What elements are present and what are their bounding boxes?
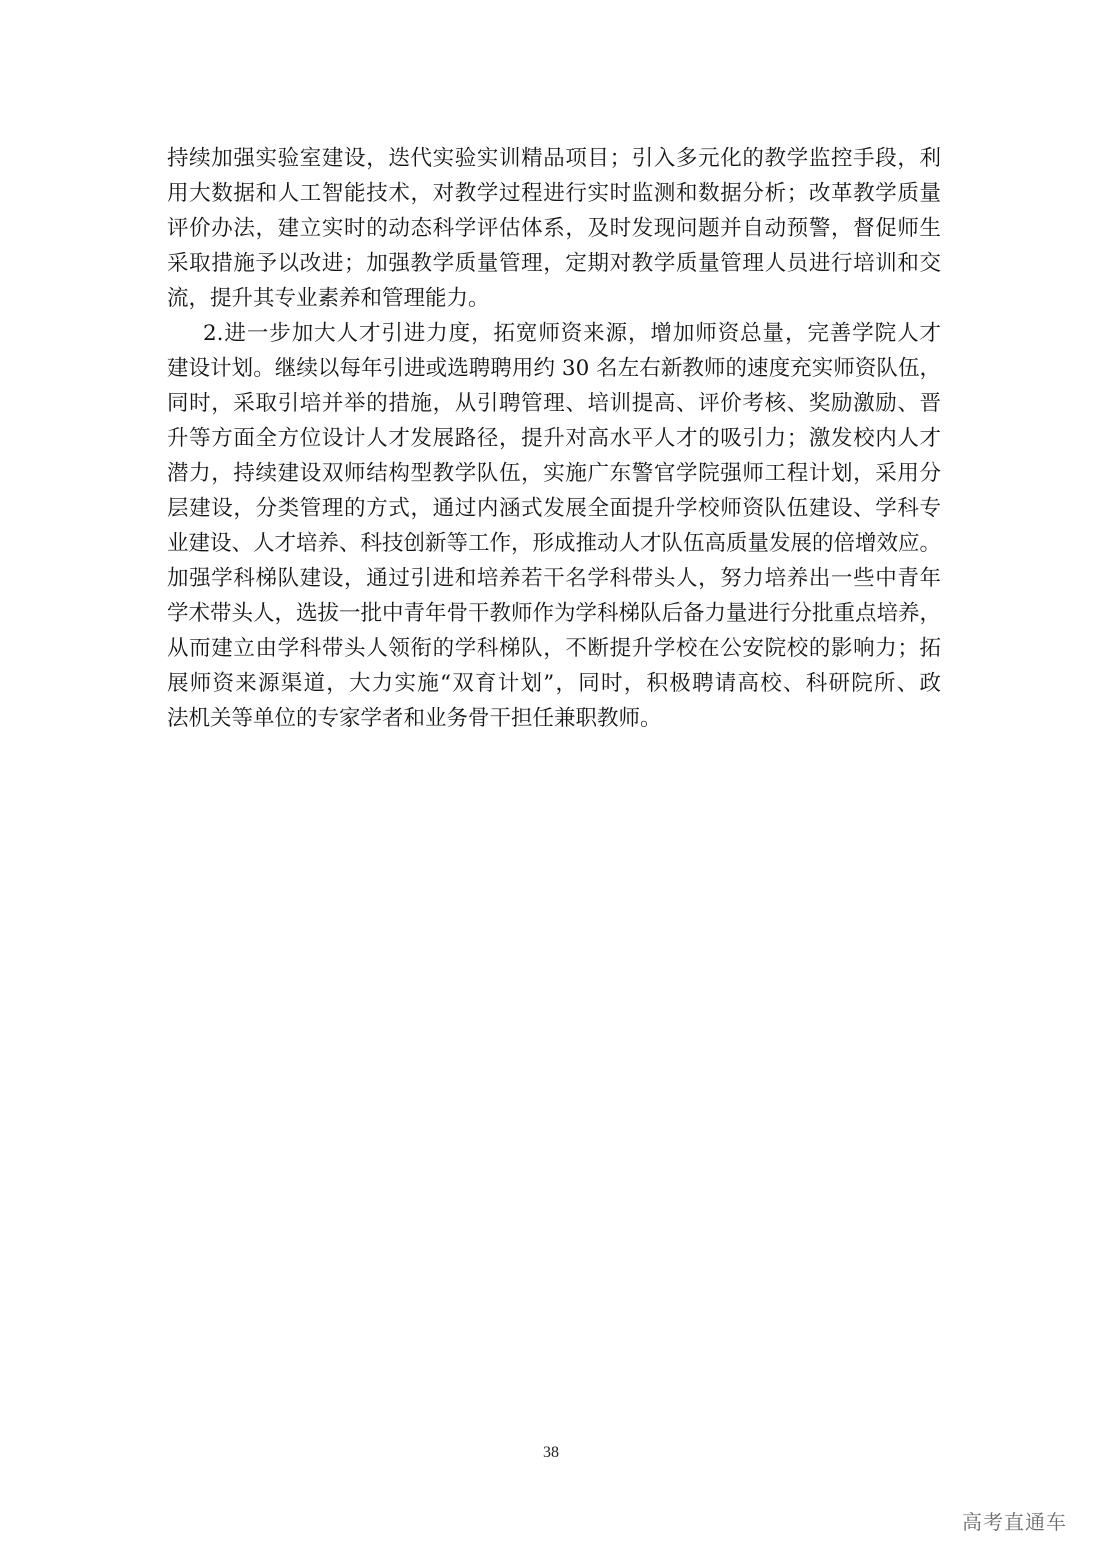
text-line: 采取措施予以改进；加强教学质量管理，定期对教学质量管理人员进行培训和交 bbox=[167, 251, 941, 276]
text-line: 同时，采取引培并举的措施，从引聘管理、培训提高、评价考核、奖励激励、晋 bbox=[167, 391, 941, 416]
text-line: 升等方面全方位设计人才发展路径，提升对高水平人才的吸引力；激发校内人才 bbox=[167, 426, 941, 451]
text-line: 从而建立由学科带头人领衔的学科梯队，不断提升学校在公安院校的影响力；拓 bbox=[167, 636, 941, 661]
text-line: 展师资来源渠道，大力实施“双育计划”，同时，积极聘请高校、科研院所、政 bbox=[167, 671, 941, 696]
paragraph-2 bbox=[167, 316, 941, 736]
text-line: 建设计划。继续以每年引进或选聘聘用约 30 名左右新教师的速度充实师资队伍， bbox=[167, 356, 941, 381]
text-line: 学术带头人，选拔一批中青年骨干教师作为学科梯队后备力量进行分批重点培养， bbox=[167, 601, 942, 626]
text-line: 业建设、人才培养、科技创新等工作，形成推动人才队伍高质量发展的倍增效应。 bbox=[167, 531, 942, 556]
text-line: 潜力，持续建设双师结构型教学队伍，实施广东警官学院强师工程计划，采用分 bbox=[167, 461, 941, 486]
paragraph-1 bbox=[167, 141, 941, 316]
body-text bbox=[167, 141, 941, 736]
text-line: 层建设，分类管理的方式，通过内涵式发展全面提升学校师资队伍建设、学科专 bbox=[167, 496, 941, 521]
text-line: 流，提升其专业素养和管理能力。 bbox=[167, 286, 490, 311]
page-number: 38 bbox=[543, 1444, 559, 1461]
text-line: 加强学科梯队建设，通过引进和培养若干名学科带头人，努力培养出一些中青年 bbox=[167, 566, 941, 591]
text-line: 持续加强实验室建设，迭代实验实训精品项目；引入多元化的教学监控手段，利 bbox=[167, 146, 941, 171]
text-line: 评价办法，建立实时的动态科学评估体系，及时发现问题并自动预警，督促师生 bbox=[167, 216, 941, 241]
text-line: 法机关等单位的专家学者和业务骨干担任兼职教师。 bbox=[167, 706, 662, 731]
text-line: 2.进一步加大人才引进力度，拓宽师资来源，增加师资总量，完善学院人才 bbox=[203, 321, 941, 346]
watermark: 高考直通车 bbox=[962, 1510, 1067, 1534]
text-line: 用大数据和人工智能技术，对教学过程进行实时监测和数据分析；改革教学质量 bbox=[167, 181, 941, 206]
